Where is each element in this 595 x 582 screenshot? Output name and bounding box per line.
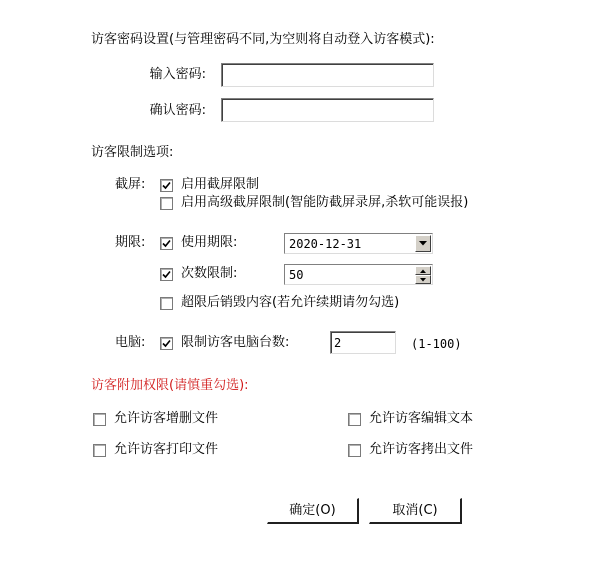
destroy-after-limit-label[interactable]: 超限后销毁内容(若允许续期请勿勾选) <box>181 295 400 310</box>
allow-copy-out-label[interactable]: 允许访客拷出文件 <box>369 442 474 457</box>
use-period-label[interactable]: 使用期限: <box>181 235 238 250</box>
count-limit-spinner[interactable] <box>284 264 433 285</box>
allow-edit-text-checkbox[interactable] <box>348 413 361 426</box>
destroy-after-limit-checkbox[interactable] <box>160 297 173 310</box>
count-limit-label[interactable]: 次数限制: <box>181 266 238 281</box>
spin-down-button[interactable] <box>415 275 431 284</box>
allow-print-checkbox[interactable] <box>93 444 106 457</box>
restrictions-section-title: 访客限制选项: <box>91 145 174 160</box>
limit-computer-count-checkbox[interactable] <box>160 337 173 350</box>
input-password-label: 输入密码: <box>149 67 206 82</box>
expiry-date-select[interactable] <box>284 233 433 254</box>
ok-button[interactable]: 确定(O) <box>267 498 359 524</box>
password-section-title: 访客密码设置(与管理密码不同,为空则将自动登入访客模式): <box>91 32 435 47</box>
enable-screenshot-limit-checkbox[interactable] <box>160 179 173 192</box>
check-icon <box>162 339 171 348</box>
allow-edit-text-label[interactable]: 允许访客编辑文本 <box>369 411 474 426</box>
allow-add-delete-checkbox[interactable] <box>93 413 106 426</box>
period-group-label: 期限: <box>115 235 146 250</box>
spin-up-button[interactable] <box>415 266 431 275</box>
computer-count-value: 2 <box>334 336 342 350</box>
extra-permissions-title: 访客附加权限(请慎重勾选): <box>91 378 249 393</box>
check-icon <box>162 239 171 248</box>
limit-computer-count-label[interactable]: 限制访客电脑台数: <box>181 335 290 350</box>
date-dropdown-button[interactable] <box>415 235 431 252</box>
input-password-field[interactable] <box>221 63 434 87</box>
screenshot-group-label: 截屏: <box>115 177 146 192</box>
allow-print-label[interactable]: 允许访客打印文件 <box>114 442 219 457</box>
allow-copy-out-checkbox[interactable] <box>348 444 361 457</box>
count-limit-value: 50 <box>289 268 304 282</box>
computer-count-input[interactable] <box>330 331 396 354</box>
check-icon <box>162 270 171 279</box>
chevron-down-icon <box>419 241 427 246</box>
arrow-up-icon <box>420 269 426 273</box>
confirm-password-label: 确认密码: <box>149 103 206 118</box>
advanced-screenshot-limit-checkbox[interactable] <box>160 197 173 210</box>
arrow-down-icon <box>420 278 426 282</box>
check-icon <box>162 181 171 190</box>
use-period-checkbox[interactable] <box>160 237 173 250</box>
advanced-screenshot-limit-label[interactable]: 启用高级截屏限制(智能防截屏录屏,杀软可能误报) <box>181 195 469 210</box>
confirm-password-field[interactable] <box>221 98 434 122</box>
enable-screenshot-limit-label[interactable]: 启用截屏限制 <box>181 177 260 192</box>
cancel-button[interactable]: 取消(C) <box>369 498 462 524</box>
count-limit-checkbox[interactable] <box>160 268 173 281</box>
allow-add-delete-label[interactable]: 允许访客增删文件 <box>114 411 219 426</box>
computer-group-label: 电脑: <box>115 335 146 350</box>
expiry-date-value: 2020-12-31 <box>289 237 362 251</box>
computer-count-range-hint: (1-100) <box>411 337 462 351</box>
